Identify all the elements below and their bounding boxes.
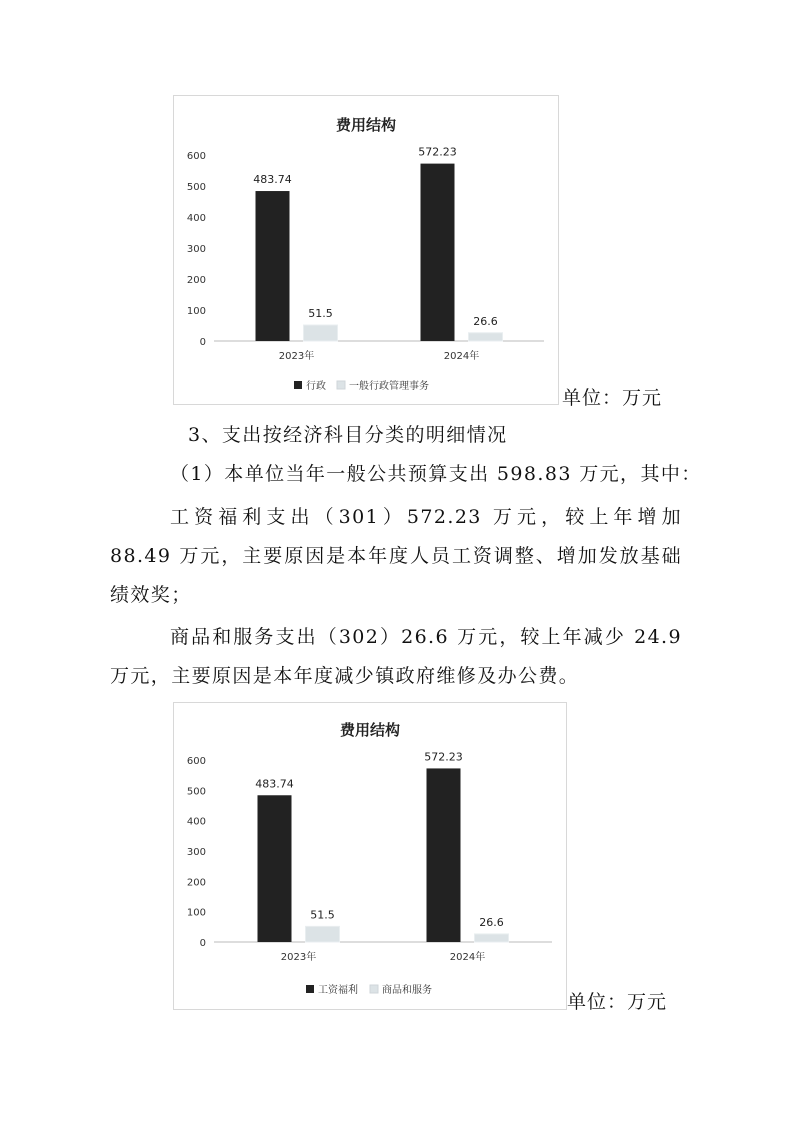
y-tick-label: 400 [186,816,206,828]
paragraph-salary: 工资福利支出（301）572.23 万元，较上年增加 88.49 万元，主要原因是本年度人员工资调整、增加发放基础绩效奖； [110,506,682,606]
expense-structure-chart-1 [173,95,559,405]
y-tick-label: 500 [186,182,206,193]
legend-label: 工资福利 [318,985,358,996]
y-tick-label: 500 [186,786,206,798]
unit-label-2: 单位：万元 [567,991,668,1013]
bar [304,325,338,341]
expense-structure-chart-2 [173,702,567,1010]
bar [427,768,461,942]
chart-title: 费用结构 [339,721,401,739]
legend-label: 一般行政管理事务 [349,381,429,392]
legend-label: 行政 [306,381,326,392]
legend-swatch [337,381,345,389]
y-tick-label: 300 [186,847,206,858]
y-tick-label: 600 [186,151,206,162]
y-tick-label: 300 [186,244,206,255]
section-heading: 3、支出按经济科目分类的明细情况 [188,424,508,446]
x-tick-label: 2023年 [278,351,315,362]
legend-swatch [306,985,314,993]
bar [475,934,509,942]
unit-label-1: 单位：万元 [562,387,663,409]
y-tick-label: 600 [186,756,206,767]
data-label: 26.6 [473,314,498,328]
data-label: 483.74 [255,777,294,791]
data-label: 483.74 [253,173,292,187]
y-tick-label: 0 [199,938,206,949]
y-tick-label: 400 [186,213,206,224]
x-tick-label: 2024年 [449,952,486,963]
data-label: 51.5 [310,908,335,922]
chart-svg-2 [174,703,566,1009]
x-tick-label: 2023年 [280,952,317,963]
bar [469,333,503,341]
y-tick-label: 200 [186,877,206,889]
paragraph-goods-services: 商品和服务支出（302）26.6 万元，较上年减少 24.9 万元，主要原因是本年度减少镇政府维修及办公费。 [110,626,682,687]
y-tick-label: 100 [186,306,206,317]
chart-title: 费用结构 [335,116,397,134]
data-label: 572.23 [418,145,457,159]
data-label: 26.6 [479,915,504,929]
legend-swatch [370,985,378,993]
bar [256,191,290,341]
bar [421,164,455,341]
legend-swatch [294,381,302,389]
chart-svg-1 [174,96,558,404]
data-label: 572.23 [424,750,463,764]
y-tick-label: 100 [186,907,206,919]
x-tick-label: 2024年 [443,351,480,362]
data-label: 51.5 [308,307,333,321]
y-tick-label: 0 [199,337,206,348]
y-tick-label: 200 [186,275,206,286]
bar [258,795,292,942]
bar [306,926,340,942]
paragraph-summary: （1）本单位当年一般公共预算支出 598.83 万元，其中： [170,463,702,485]
legend-label: 商品和服务 [382,985,432,996]
